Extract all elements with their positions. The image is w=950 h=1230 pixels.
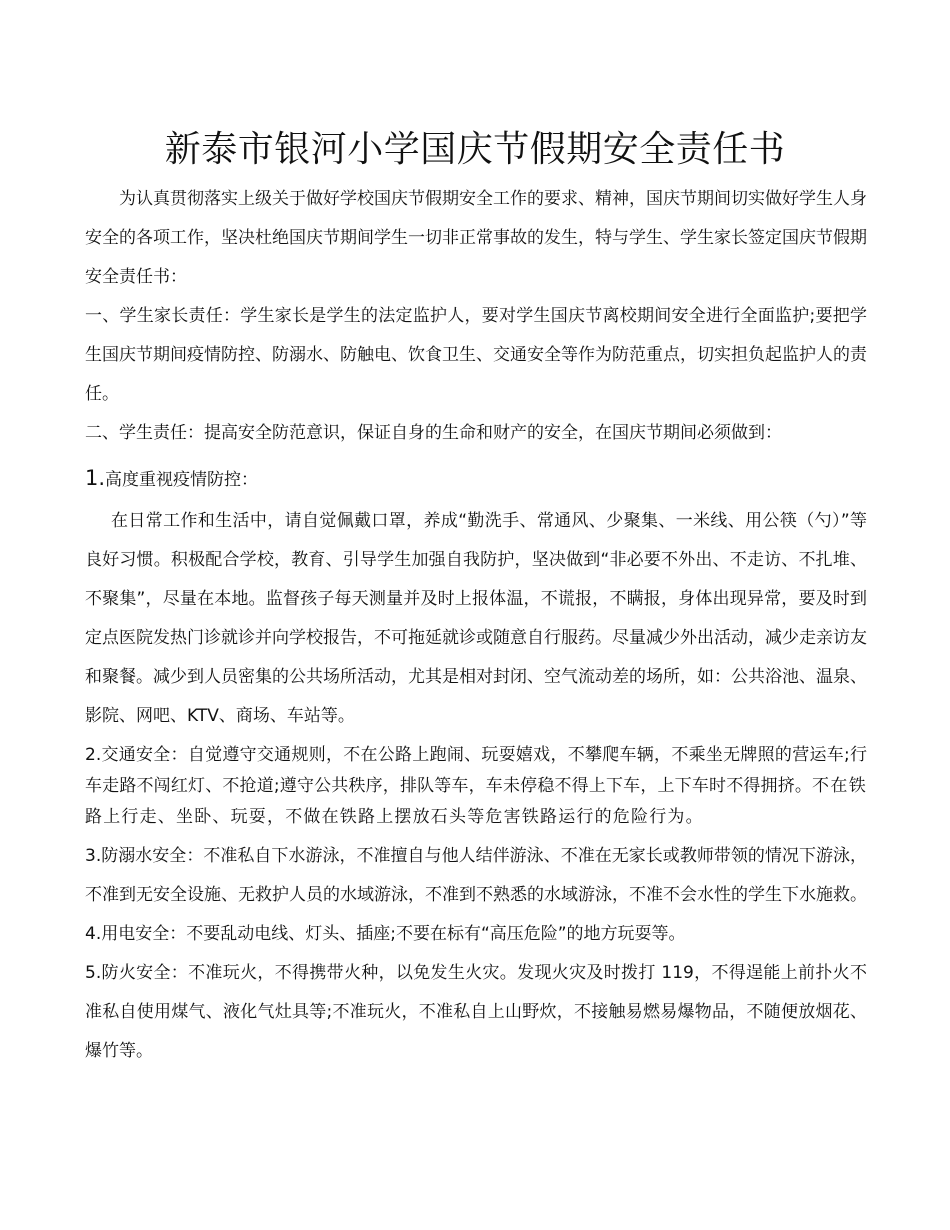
item1-heading <box>85 459 867 500</box>
student-responsibility-paragraph: 二、学生责任：提高安全防范意识，保证自身的生命和财产的安全，在国庆节期间必须做到： <box>85 423 782 443</box>
parent-responsibility-paragraph: 一、学生家长责任：学生家长是学生的法定监护人，要对学生国庆节离校期间安全进行全面监护;要把学生国庆节期间疫情防控、防溺水、防触电、饮食卫生、交通安全等作为防范重点，切实担负起监护人的责任。 <box>85 306 867 404</box>
item2-paragraph <box>85 740 867 833</box>
intro-paragraph: 为认真贯彻落实上级关于做好学校国庆节假期安全工作的要求、精神，国庆节期间切实做好学生人身安全的各项工作，坚决杜绝国庆节期间学生一切非正常事故的发生，特与学生、学生家长签定国庆节假期安全责任书： <box>85 189 867 287</box>
item5-paragraph: 5.防火安全：不准玩火，不得携带火种，以免发生火灾。发现火灾及时拨打 119，不得逞能上前扑火不准私自使用煤气、液化气灶具等;不准玩火，不准私自上山野炊，不接触易燃易爆物品，不随便放烟花、爆竹等。 <box>85 963 867 1061</box>
item2-text-part1: 2.交通安全：自觉遵守交通规则，不在公路上跑闹、玩耍嬉戏，不攀爬车辆，不乘坐无牌照的营运车;行车走路不闯红灯、不抢道;遵守公共秩序，排队等车，车未停稳不得上下车，上下车时不得拥挤。 <box>85 745 867 796</box>
item2-text-part2: 不在铁路上行走、坐卧、玩耍，不做在铁路上摆放石头等危害铁路运行的危险行为。 <box>85 776 867 827</box>
item1-heading-text: 高度重视疫情防控： <box>105 470 259 490</box>
item4-paragraph: 4.用电安全：不要乱动电线、灯头、插座;不要在标有“高压危险”的地方玩耍等。 <box>85 924 686 944</box>
document-body <box>85 180 867 1071</box>
item1-paragraph: 在日常工作和生活中，请自觉佩戴口罩，养成“勤洗手、常通风、少聚集、一米线、用公筷（勺）”等良好习惯。积极配合学校，教育、引导学生加强自我防护，坚决做到“非必要不外出、不走访、不扎堆、不聚集”，尽量在本地。监督孩子每天测量并及时上报体温，不谎报，不瞒报，身体出现异常，要及时到定点医院发热门诊就诊并向学校报告，不可拖延就诊或随意自行服药。尽量减少外出活动，减少走亲访友和聚餐。减少到人员密集的公共场所活动，尤其是相对封闭、空气流动差的场所，如：公共浴池、温泉、影院、网吧、KTV、商场、车站等。 <box>85 511 867 726</box>
item3-paragraph: 3.防溺水安全：不准私自下水游泳，不准擅自与他人结伴游泳、不准在无家长或教师带领的情况下游泳，不准到无安全设施、无救护人员的水域游泳，不准到不熟悉的水域游泳，不准不会水性的学生下水施救。 <box>85 846 867 905</box>
document-title: 新泰市银河小学国庆节假期安全责任书 <box>164 129 786 170</box>
item1-number: 1. <box>85 466 106 490</box>
